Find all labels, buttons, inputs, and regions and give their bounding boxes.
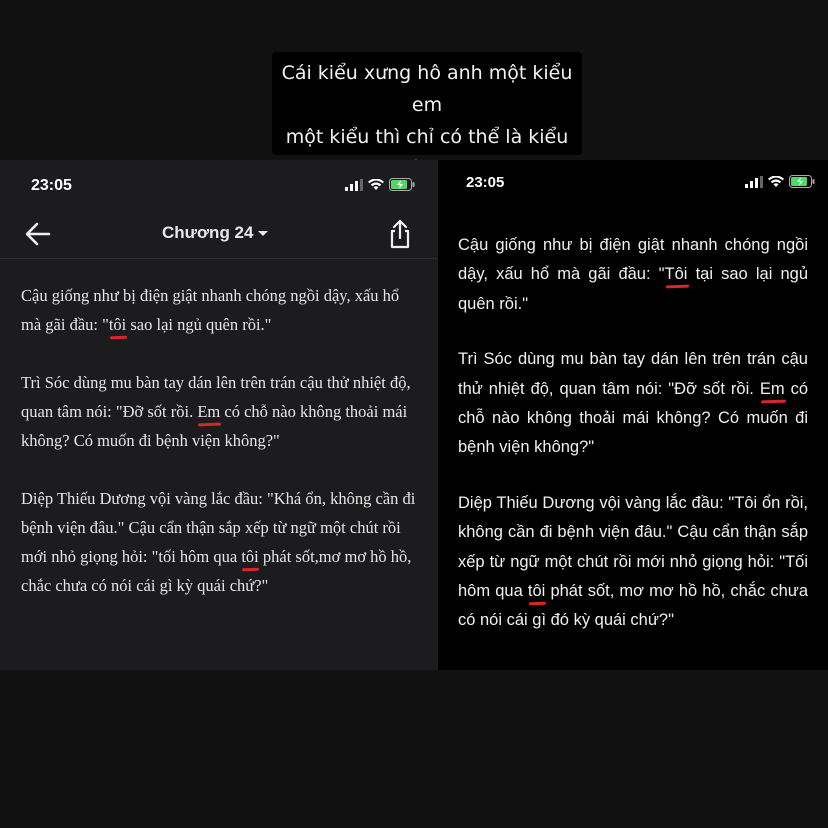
text-run: có chỗ nào không thoải mái không? Có muốn đi bệnh viện không?" bbox=[21, 402, 408, 450]
share-icon[interactable] bbox=[386, 218, 414, 250]
paragraph bbox=[21, 281, 416, 339]
text-run: phát sốt, mơ mơ hồ hồ, chắc chưa có nói cái gì đó kỳ quái chứ?" bbox=[458, 582, 808, 630]
battery-charging-icon bbox=[789, 175, 815, 188]
signal-icon bbox=[345, 179, 363, 191]
underlined-pronoun: tôi bbox=[241, 547, 259, 566]
arrow-left-icon[interactable] bbox=[22, 219, 54, 249]
caption-box bbox=[272, 52, 582, 155]
reader-navbar bbox=[0, 210, 438, 259]
text-run: Trì Sóc dùng mu bàn tay dán lên trên trán cậu thử nhiệt độ, quan tâm nói: "Đỡ sốt rồi. bbox=[458, 350, 808, 398]
text-run: Trì Sóc dùng mu bàn tay dán lên trên trán cậu thử nhiệt độ, quan tâm nói: "Đỡ sốt rồi. bbox=[21, 373, 411, 421]
caption-line: một kiểu thì chỉ có thể là kiểu bbox=[285, 126, 569, 148]
paragraph bbox=[458, 345, 808, 463]
status-bar bbox=[0, 160, 438, 210]
underlined-pronoun: tôi bbox=[108, 315, 127, 334]
status-icons bbox=[345, 178, 415, 191]
paragraph bbox=[458, 231, 808, 319]
battery-charging-icon bbox=[389, 178, 415, 191]
underlined-pronoun: Tôi bbox=[664, 265, 688, 284]
caption-line: Cái kiểu xưng hô anh một kiểu em bbox=[281, 62, 573, 116]
text-run: Cậu giống như bị điện giật nhanh chóng ngồi dậy, xấu hổ mà gãi đầu: " bbox=[21, 286, 400, 334]
status-bar bbox=[438, 160, 828, 210]
chapter-text bbox=[458, 231, 808, 662]
text-run: sao lại ngủ quên rồi." bbox=[126, 315, 272, 334]
text-run: có chỗ nào không thoải mái không? Có muốn đi bệnh viện không?" bbox=[458, 379, 808, 457]
underlined-pronoun: Em bbox=[197, 402, 221, 421]
underlined-pronoun: tôi bbox=[527, 582, 546, 601]
underlined-pronoun: Em bbox=[759, 379, 785, 398]
paragraph bbox=[21, 484, 416, 600]
right-reader-screenshot bbox=[438, 160, 828, 670]
status-icons bbox=[745, 175, 815, 188]
text-run: Cậu giống như bị điện giật nhanh chóng ngồi dậy, xấu hổ mà gãi đầu: " bbox=[458, 236, 808, 284]
status-time: 23:05 bbox=[466, 174, 505, 191]
text-run: Diệp Thiếu Dương vội vàng lắc đầu: "Khá ổn, không cần đi bệnh viện đâu." Cậu cẩn thận sắp xếp từ ngữ một chút rồi mới nhỏ giọng hỏi: "tối hôm qua bbox=[21, 489, 416, 566]
text-run: tại sao lại ngủ quên rồi." bbox=[458, 265, 809, 313]
wifi-icon bbox=[368, 179, 384, 191]
text-run: Diệp Thiếu Dương vội vàng lắc đầu: "Tôi ổn rồi, không cần đi bệnh viện đâu." Cậu cẩn thận sắp xếp từ ngữ một chút rồi mới nhỏ giọng hỏi: "Tối hôm qua bbox=[458, 493, 808, 601]
chapter-text bbox=[21, 281, 416, 629]
signal-icon bbox=[745, 176, 763, 188]
text-run: phát sốt,mơ mơ hồ hồ, chắc chưa có nói cái gì kỳ quái chứ?" bbox=[21, 547, 412, 595]
chapter-title[interactable]: Chương 24 bbox=[162, 223, 254, 242]
left-reader-screenshot bbox=[0, 160, 438, 670]
paragraph bbox=[21, 368, 416, 455]
paragraph bbox=[458, 489, 808, 636]
caret-down-icon[interactable] bbox=[258, 231, 268, 236]
status-time: 23:05 bbox=[31, 177, 72, 194]
wifi-icon bbox=[768, 176, 784, 188]
